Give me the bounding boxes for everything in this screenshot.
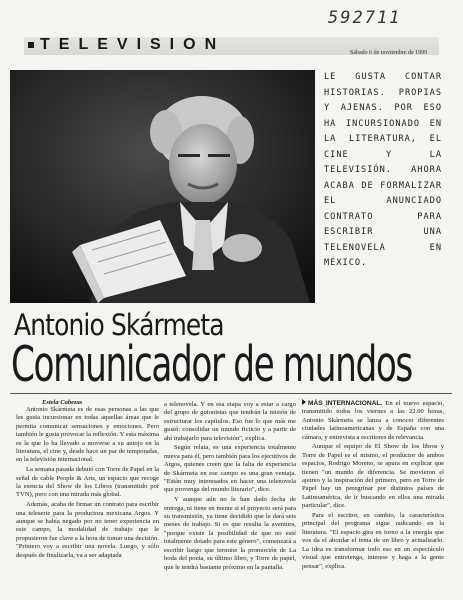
paragraph: Aunque el equipo de El Show de los libros y Torre de Papel es el mismo, el productor de ambos espacios, Rodrigo Moreno, se apura en explicar que tienen "un mundo de diferencia. Se movieron el ajetreo y la inspiración del primero, pero en Torre de Papel hay un peregrinar por distintos países de Latinoamérica, de ir buscando en ellos una mirada particular", dice. [302, 443, 444, 510]
body-column-2 [164, 401, 296, 573]
paragraph: La semana pasada debutó con Torre de Papel en la señal de cable People & Arts, un espacio que recoge la esencia del Show de los Libros (transmitido por TVN), pero con una mirada más global. [16, 466, 159, 499]
triangle-bullet-icon [302, 399, 306, 405]
paragraph: Según relata, es una experiencia totalmente nueva para él, pero también para los ejecutivos de Argos, quienes creen que la falta de experiencia de Skármeta en ese campo es una gran ventaja. "Están muy interesados en hacer una telenovela que provenga del mundo literario", dice. [164, 444, 296, 494]
paragraph: Antonio Skármeta es de esas personas a las que les gusta incursionar en todas aquellas áreas que le permita comunicar sensaciones y emociones. Pero también le gusta provocar la reflexión. Y esta máxima es la que lo ha llevado a moverse a su antojo en la literatura, el cine y, desde hace un par de temporadas, en la televisión internacional. [16, 406, 159, 464]
body-column-1 [16, 406, 159, 561]
section-title [28, 36, 225, 54]
section-title-text: TELEVISION [40, 36, 226, 53]
bullet-icon [28, 42, 34, 48]
paragraph: Y aunque aún no le han dado fecha de entrega, ni tiene en mente si el proyecto será para su transmisión, ya tiene decidido que le dará seis meses de trabajo. Si es que resulta la aventura, "porque existe la posibilidad de que no esté totalmente dotado para este género", comenzará a escribir luego que termine la promoción de La boda del poeta, su último libro, y Torre de papel, que le tendrá bastante próximo en la pantalla. [164, 496, 296, 571]
divider-rule [10, 393, 452, 394]
kicker: MÁS INTERNACIONAL. [308, 400, 383, 407]
article-headline: Comunicador de mundos [11, 336, 412, 393]
portrait-photo [10, 70, 315, 303]
byline: Estela Cabezas [42, 399, 83, 406]
paragraph: Para el escritor, en cambio, la característica principal del programa sigue radicando en la literatura. "El espacio gira en torno a la energía que vos da el abordar el tema de un libro y actualizarlo. La idea es transformar todo eso en un espectáculo visual que entretenga, interese y haga a la gente pensar", explica. [302, 512, 444, 570]
author-name: Antonio Skármeta [14, 308, 224, 342]
handwritten-reference-number: 592711 [328, 8, 402, 28]
paragraph: Además, acaba de firmar un contrato para escribir una teleserie para la productora mexicana Argos. Y aunque se había negado por no tener experiencia en este campo, la modalidad de trabajo que le propusieron fue clave a la hora de tomar una decisión. "Primero voy a escribir una novela. Luego, y sólo después de finalizarla, va a ser adaptada [16, 501, 159, 559]
dateline: Sábado 6 de noviembre de 1999 [350, 50, 428, 56]
portrait-illustration [10, 70, 315, 303]
lead-paragraph: LE GUSTA CONTAR HISTORIAS. PROPIAS Y AJENAS. POR ESO HA INCURSIONADO EN LA LITERATURA, EL CINE Y LA TELEVISIÓN. AHORA ACABA DE FORMALIZAR EL ANUNCIADO CONTRATO PARA ESCRIBIR UNA TELENOVELA EN MÉXICO. [324, 72, 442, 268]
paragraph [302, 399, 444, 442]
body-column-3 [302, 399, 444, 572]
paragraph: a telenovela. Y en esa etapa voy a estar a cargo del grupo de guionistas que tendrán la misión de estructurar los capítulos. Eso fue lo que más me gustó: consolidar un mundo ficticio y a partir de ahí trabajarlo para televisión", explica. [164, 401, 296, 442]
paragraph-text: En el nuevo espacio, transmitido todos los viernes a las 22.00 horas, Antonio Skármeta se lanza a conocer diferentes ciudades latinoamericanas y de España con una cámara, y entrevista a escritores de relevancia. [302, 400, 444, 441]
